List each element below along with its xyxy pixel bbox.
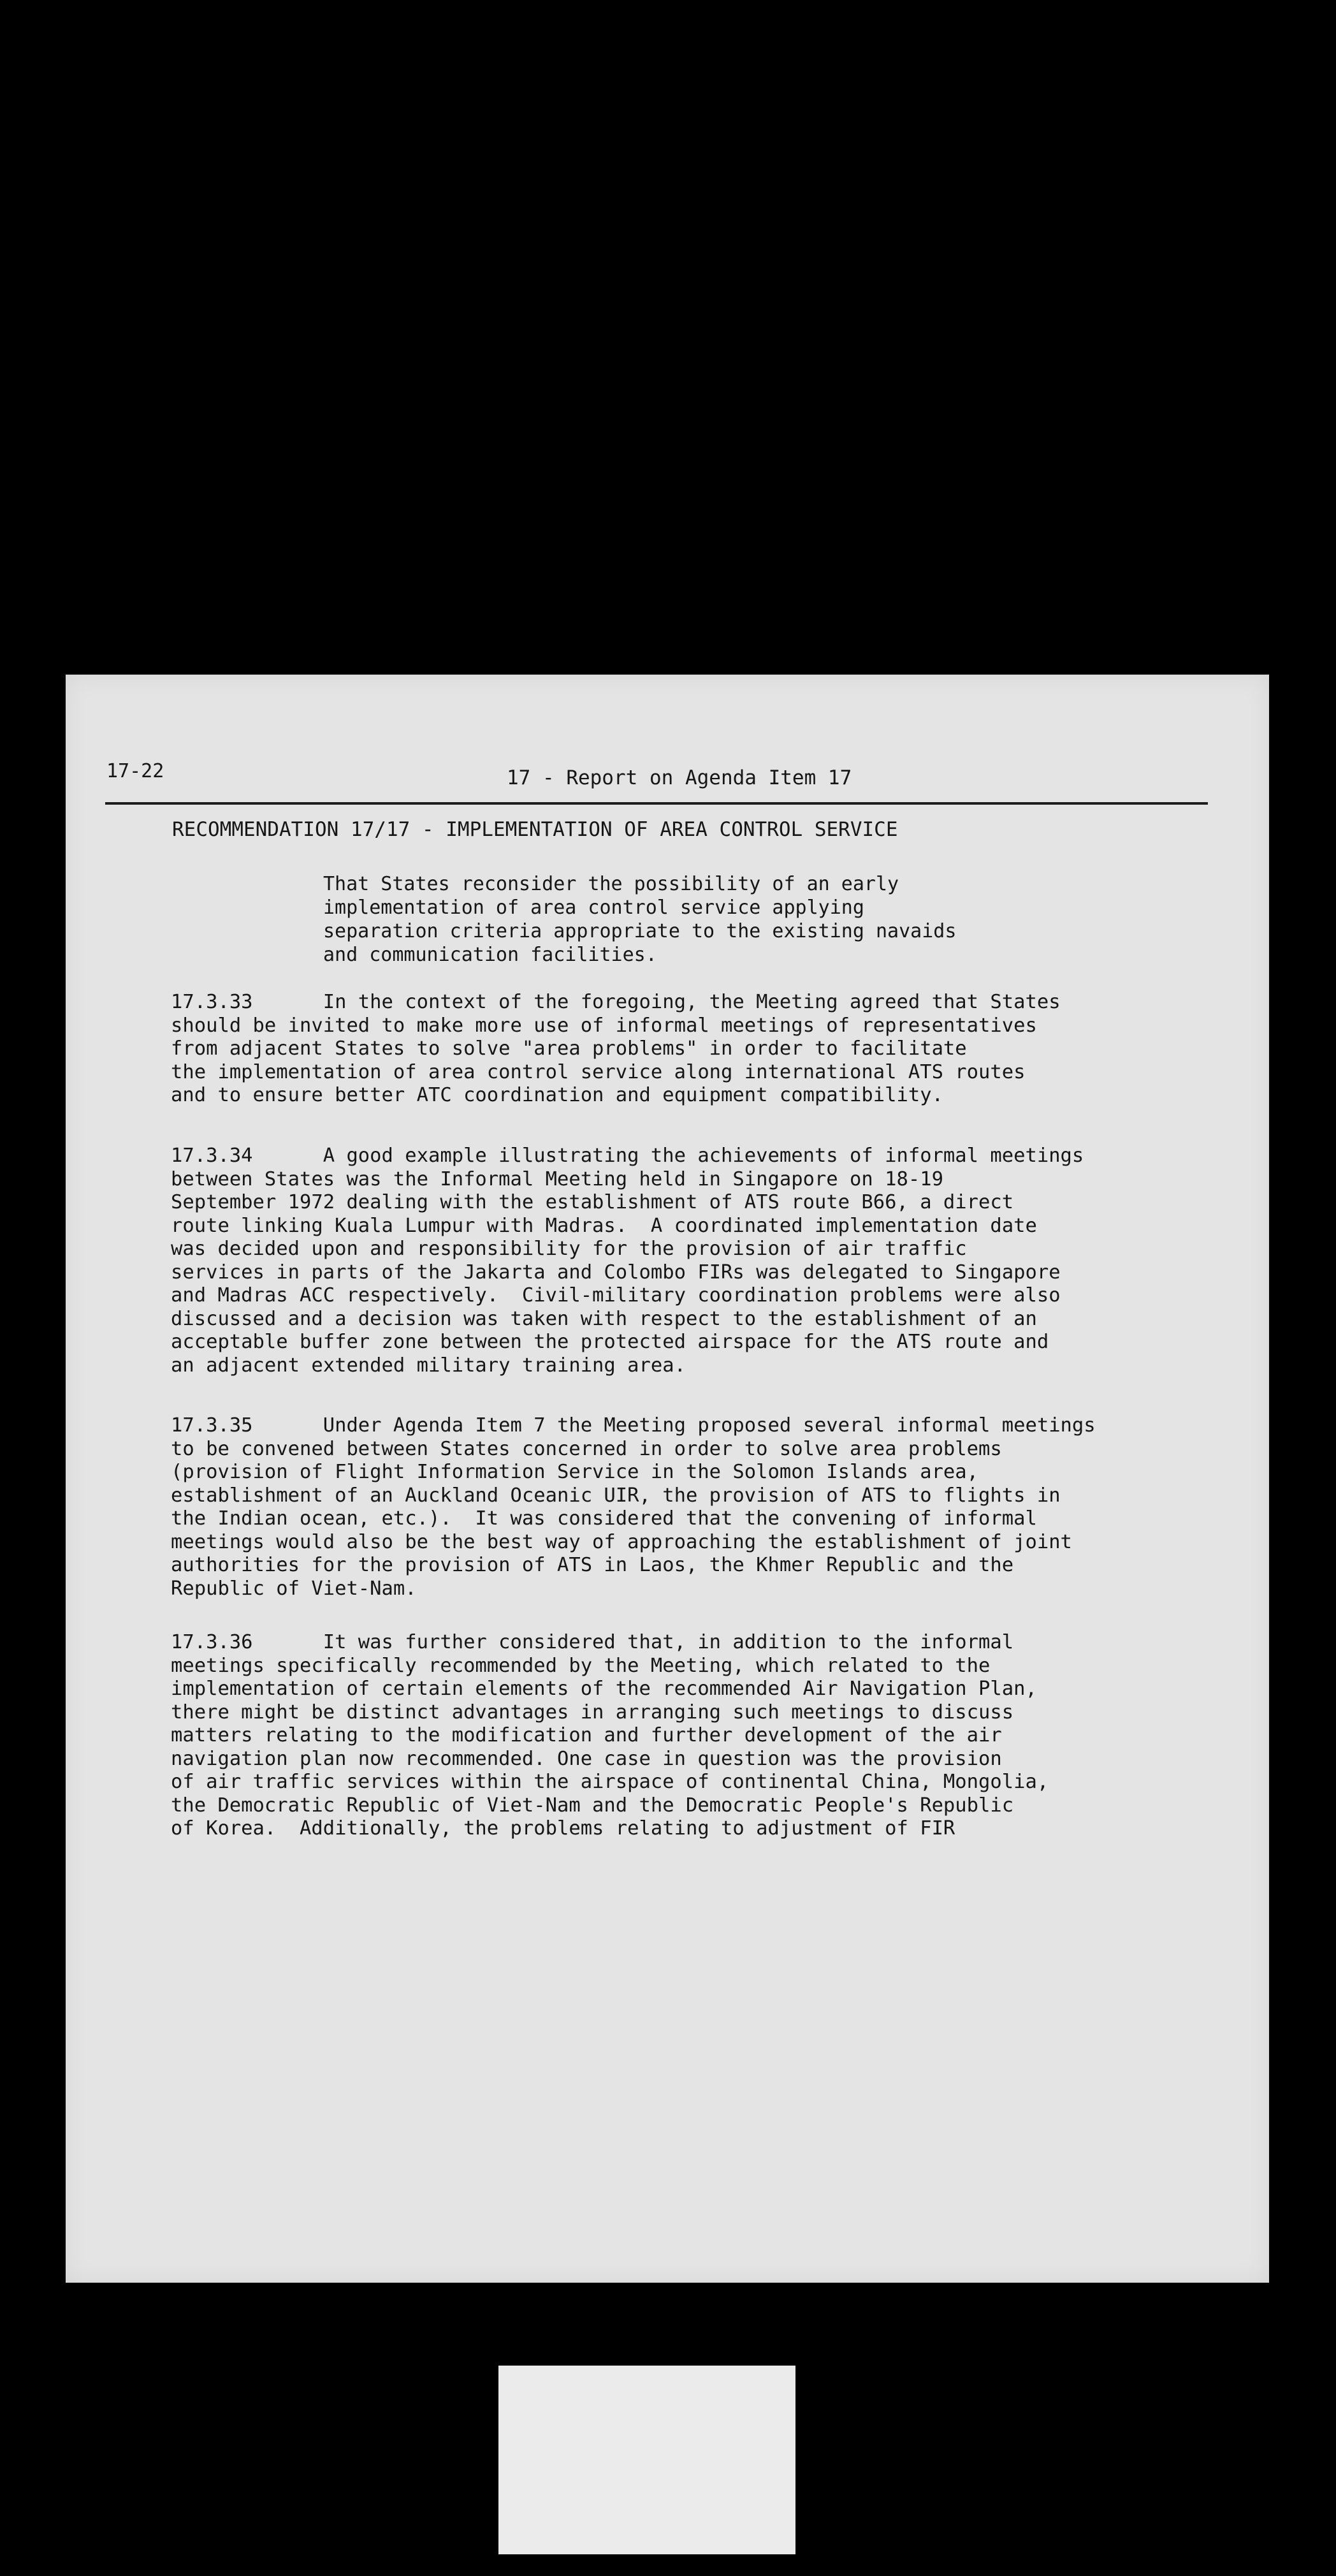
- paragraph-17-3-35: 17.3.35 Under Agenda Item 7 the Meeting proposed several informal meetings to be convened between States concerned in order to solve area problems (provision of Flight Information Service in the Solomon Islands area, establishment of an Auckland Oceanic UIR, the provision of ATS to flights in the Indian ocean, etc.). It was considered that the convening of informal meetings would also be the best way of approaching the establishment of joint authorities for the provision of ATS in Laos, the Khmer Republic and the Republic of Viet-Nam.: [171, 1414, 1096, 1600]
- recommendation-title: RECOMMENDATION 17/17 - IMPLEMENTATION OF AREA CONTROL SERVICE: [172, 818, 898, 841]
- recommendation-body: That States reconsider the possibility of an early implementation of area control service applying separation criteria appropriate to the existing navaids and communication facilities.: [323, 873, 957, 966]
- paragraph-17-3-34: 17.3.34 A good example illustrating the achievements of informal meetings between States was the Informal Meeting held in Singapore on 18-19 September 1972 dealing with the establishment of ATS route B66, a direct route linking Kuala Lumpur with Madras. A coordinated implementation date was decided upon and responsibility for the provision of air traffic services in parts of the Jakarta and Colombo FIRs was delegated to Singapore and Madras ACC respectively. Civil-military coordination problems were also discussed and a decision was taken with respect to the establishment of an acceptable buffer zone between the protected airspace for the ATS route and an adjacent extended military training area.: [171, 1145, 1084, 1377]
- header-rule: [105, 802, 1208, 805]
- running-header: 17 - Report on Agenda Item 17: [507, 766, 852, 789]
- paragraph-17-3-36: 17.3.36 It was further considered that, in addition to the informal meetings specifically recommended by the Meeting, which related to the implementation of certain elements of the recommended Air Navigation Plan, there might be distinct advantages in arranging such meetings to discuss matters relating to the modification and further development of the air navigation plan now recommended. One case in question was the provision of air traffic services within the airspace of continental China, Mongolia, the Democratic Republic of Viet-Nam and the Democratic People's Republic of Korea. Additionally, the problems relating to adjustment of FIR: [171, 1631, 1049, 1840]
- page-number: 17-22: [106, 760, 164, 782]
- blank-slip: [498, 2366, 795, 2554]
- paragraph-17-3-33: 17.3.33 In the context of the foregoing, the Meeting agreed that States should be invited to make more use of informal meetings of representatives from adjacent States to solve "area problems" in order to facilitate the implementation of area control service along international ATS routes and to ensure better ATC coordination and equipment compatibility.: [171, 991, 1061, 1106]
